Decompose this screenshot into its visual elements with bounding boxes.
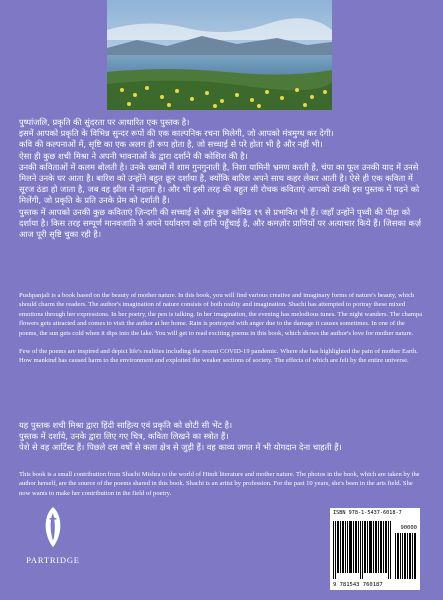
english-intro — [19, 291, 424, 366]
hindi-intro-line: ऐसा ही कुछ शची मिश्रा ने अपनी भावनाओं के द्वारा दर्शाने की कोशिश की है। — [19, 150, 248, 161]
hindi-author-line: पुस्तक में दर्शाये, उनके द्वारा लिए गए चित्र, कविता लिखने का स्त्रोत हैं। — [19, 431, 229, 442]
isbn-number: 9 781543 760187 — [333, 582, 383, 588]
price-code: 90000 — [400, 525, 417, 531]
hindi-author-line: यह पुस्तक शची मिश्रा द्वारा हिंदी साहित्य एवं प्रकृति को छोटी सी भेंट है। — [19, 420, 233, 430]
english-intro-paragraph: Pushpanjali is a book based on the beauty of mother nature. In this book, you will find various creative and imaginary forms of nature's beauty, which should charm the readers. The author's imagination of nature consists of both reality and imagination. Shachi has attempted to portray these mixed emotions through her expressions. In her poetry, the pen is talking. In her imagination, the evening has melodious tunes. The night wanders. The champa flowers gets attracted and comes to visit the author at her home. Rain is portrayed with anger due to the damage it causes sometimes. In one of the poems, the sun gets cold when it dips into the lake. You will get to read exciting poems in this book, which shows the author's love for mother nature. — [19, 292, 423, 337]
hindi-intro — [19, 117, 424, 240]
lake-landscape-image — [107, 0, 332, 110]
publisher-name: PARTRIDGE — [26, 555, 80, 565]
isbn-barcode — [333, 521, 393, 579]
hindi-intro-line: इसमें आपको प्रकृति के विभिन्न सुन्दर रूपों की एक काल्पनिक रचना मिलेगी, जो आपको मंत्रमुग्ध कर देगी। — [19, 128, 334, 139]
english-author-paragraph: This book is a small contribution from Shachi Mishra to the world of Hindi literature and mother nature. The photos in the book, which are taken by the author herself, are the source of the poems shared in this book. Shachi is an artist by profession. For the past 10 years, she's been in the arts field. She now wants to make her contribution in the field of poetry. — [19, 471, 420, 497]
hindi-author-note — [19, 420, 424, 454]
english-intro-paragraph: Few of the poems are inspired and depict life's realities including the recent COVID-19 pandemic. Where she has highlighted the pain of mother Earth. How mankind has caused harm to the environment and exploited the weaker sections of society. The effects of which are felt by the entire universe. — [19, 348, 418, 365]
hindi-intro-line: पुष्पांजलि, प्रकृति की सुंदरता पर आधारित एक पुस्तक है। — [19, 117, 190, 127]
hindi-author-line: पेशे से वह आर्टिस्ट हैं। पिछले दस वर्षों से कला क्षेत्र से जुड़ी हैं। वह काव्य जगत में भी योगदान देना चाहती हैं। — [19, 442, 342, 453]
hindi-intro-line: पुस्तक में आपको उनकी कुछ कविताएं ज़िन्दगी की सच्चाई से और कुछ कोविड १९ से प्रभावित भी हैं। जहाँ उन्होंने पृथ्वी की पीड़ा को दर्शाया है। किस तरह सम्पूर्ण मानवजाति ने अपने पर्यावरण को हानि पहुँचाई है, और कमज़ोर प्राणियों पर अत्याचार किये हैं। जिसका कर्ज़ आज पूरी सृष्टि चुका रही है। — [19, 206, 422, 240]
cover-photo — [107, 0, 332, 110]
english-author-note — [19, 470, 424, 498]
barcode-box — [330, 508, 420, 590]
partridge-bird-icon — [40, 505, 66, 549]
hindi-intro-line: कवि की कल्पनाओं में, सृष्टि का एक अलग ही रूप होता है, जो सच्चाई से परे होता भी है और नहीं भी। — [19, 139, 323, 150]
price-barcode — [395, 533, 417, 579]
hindi-intro-line: उनकी कविताओं में कलम बोलती है। उनके ख्वाबों में शाम गुनगुनाती है, निशा यामिनी भ्रमण करती है, चंपा का फूल उनकी याद में उनसे मिलने उनके घर आता है। बारिश को उन्होंने बहुत क्रूर दर्शाया है, क्योंकि बारिश अपने साथ कहर लेकर आती है। ऐसे ही एक कविता में सूरज ठंडा हो जाता है, जब वह झील में नहाता है। और भी इसी तरह की बहुत सी रोचक कविताएं आपको उनकी इस पुस्तक में पढ़ने को मिलेंगी, जो प्रकृति के प्रति उनके प्रेम को दर्शाती हैं। — [19, 161, 420, 206]
isbn-label: ISBN 978-1-5437-6018-7 — [333, 510, 402, 516]
publisher-logo — [21, 505, 85, 565]
